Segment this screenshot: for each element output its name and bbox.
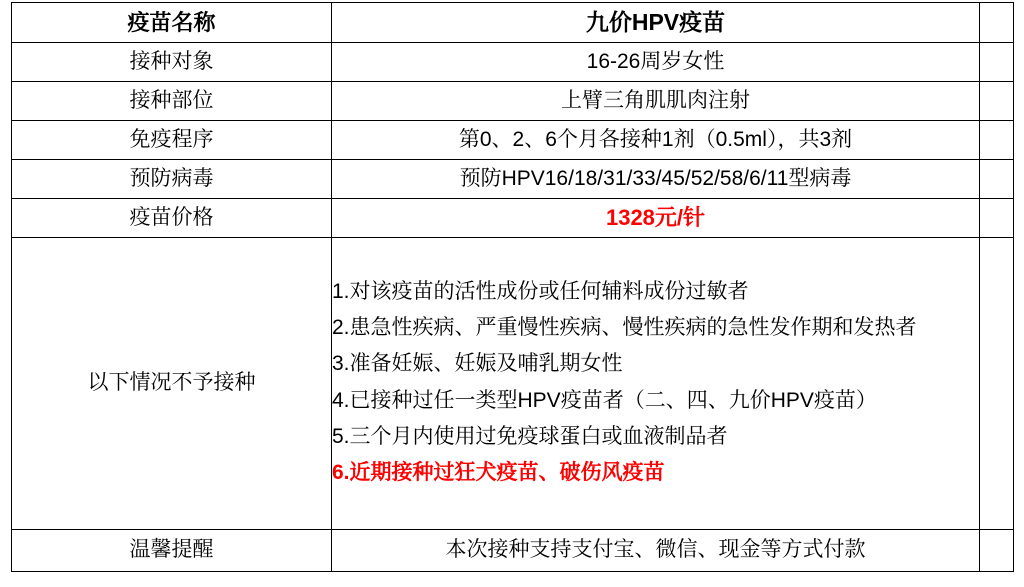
row-tail-cell	[980, 3, 1014, 43]
row-value-injection-site: 上臂三角肌肌肉注射	[332, 82, 980, 121]
contraindication-item: 1.对该疫苗的活性成份或任何辅料成份过敏者	[332, 280, 749, 304]
row-tail-cell	[980, 82, 1014, 121]
table-row	[12, 121, 1014, 160]
row-value-schedule: 第0、2、6个月各接种1剂（0.5ml），共3剂	[332, 121, 980, 160]
row-label-schedule: 免疫程序	[12, 121, 332, 160]
row-value-contraindications	[332, 238, 980, 530]
row-value-target-group: 16-26周岁女性	[332, 43, 980, 82]
table-body	[12, 3, 1014, 572]
contraindication-item: 5.三个月内使用过免疫球蛋白或血液制品者	[332, 424, 728, 448]
row-value-vaccine-name: 九价HPV疫苗	[332, 3, 980, 43]
row-tail-cell	[980, 530, 1014, 572]
row-tail-cell	[980, 238, 1014, 530]
row-label-injection-site: 接种部位	[12, 82, 332, 121]
row-value-price: 1328元/针	[332, 199, 980, 238]
contraindication-item: 4.已接种过任一类型HPV疫苗者（二、四、九价HPV疫苗）	[332, 388, 877, 412]
table-row	[12, 82, 1014, 121]
contraindication-item: 2.患急性疾病、严重慢性疾病、慢性疾病的急性发作期和发热者	[332, 316, 917, 340]
row-label-price: 疫苗价格	[12, 199, 332, 238]
row-tail-cell	[980, 43, 1014, 82]
row-tail-cell	[980, 199, 1014, 238]
row-label-vaccine-name: 疫苗名称	[12, 3, 332, 43]
row-tail-cell	[980, 160, 1014, 199]
table-row-contraindications	[12, 238, 1014, 530]
vaccine-info-table	[11, 2, 1014, 572]
row-tail-cell	[980, 121, 1014, 160]
row-label-reminder: 温馨提醒	[12, 530, 332, 572]
contraindication-item: 3.准备妊娠、妊娠及哺乳期女性	[332, 352, 623, 376]
row-value-reminder: 本次接种支持支付宝、微信、现金等方式付款	[332, 530, 980, 572]
row-label-target-group: 接种对象	[12, 43, 332, 82]
document-sheet	[0, 2, 1024, 587]
row-label-contraindications: 以下情况不予接种	[12, 238, 332, 530]
table-row	[12, 3, 1014, 43]
row-value-virus-coverage: 预防HPV16/18/31/33/45/52/58/6/11型病毒	[332, 160, 980, 199]
table-row	[12, 43, 1014, 82]
table-row	[12, 530, 1014, 572]
contraindication-item-highlighted: 6.近期接种过狂犬疫苗、破伤风疫苗	[332, 460, 665, 484]
row-label-virus-coverage: 预防病毒	[12, 160, 332, 199]
table-row	[12, 199, 1014, 238]
table-row	[12, 160, 1014, 199]
